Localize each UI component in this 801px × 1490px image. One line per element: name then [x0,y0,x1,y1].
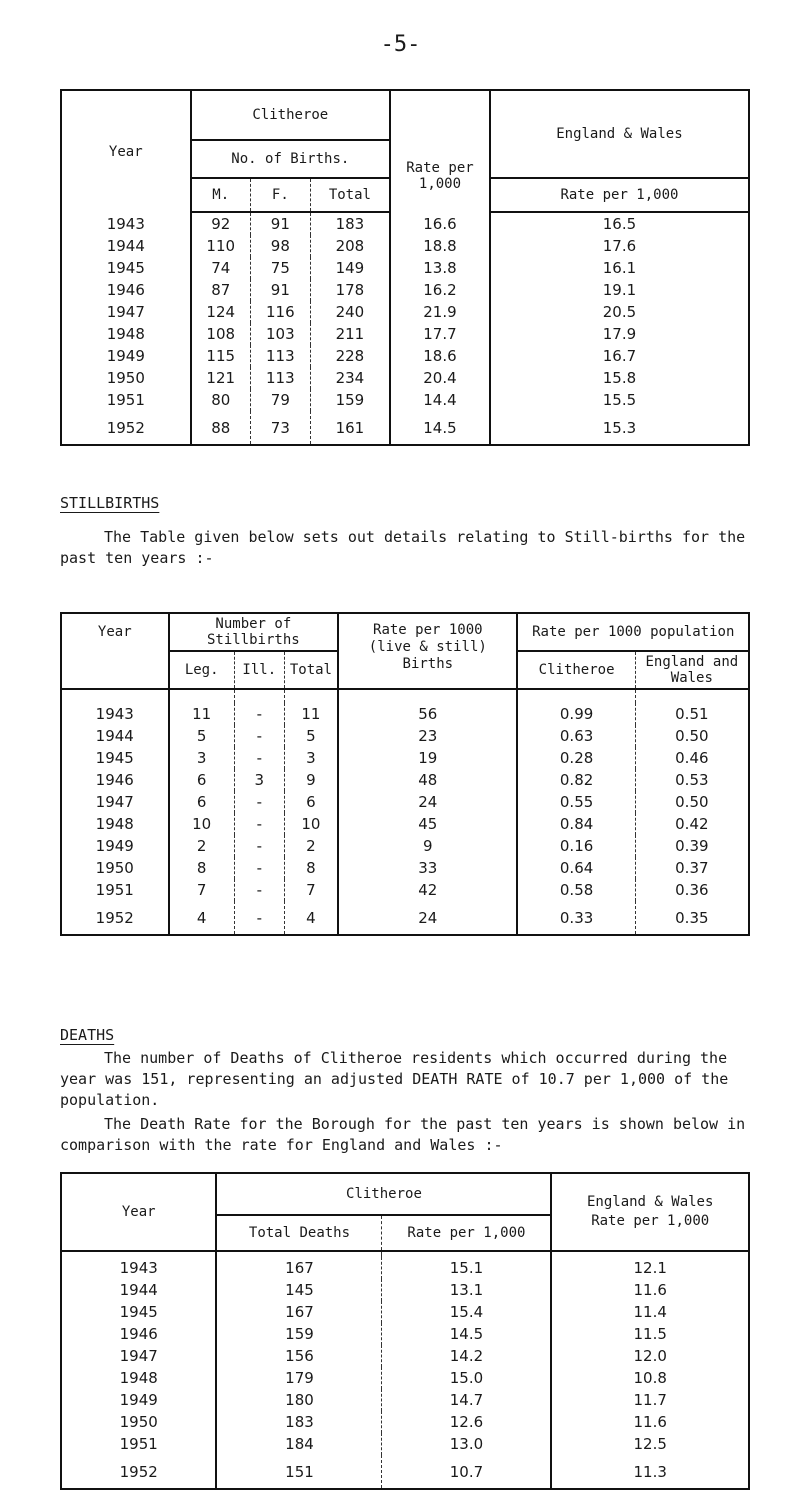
stillbirths-cell-year: 1949 [61,835,169,857]
births-cell-total: 159 [310,389,390,411]
stillbirths-cell-leg: 5 [196,727,207,745]
births-cell-ew: 16.1 [490,257,749,279]
stillbirths-cell-ill: - [234,747,284,769]
header-clitheroe: Clitheroe [191,90,391,140]
sb-header-england-wales: England and Wales [635,651,749,689]
stillbirths-cell-ew: 0.35 [635,901,749,935]
deaths-cell-rate: 15.0 [382,1367,551,1389]
sb-header-rate-pop: Rate per 1000 population [517,613,749,651]
stillbirths-cell-ill: - [234,725,284,747]
births-cell-f: 98 [250,235,310,257]
stillbirths-cell-leg: 7 [196,881,207,899]
stillbirths-cell-total: 11 [284,703,338,725]
deaths-cell-ew: 12.0 [551,1345,749,1367]
births-cell-f: 103 [250,323,310,345]
header-blank [390,90,490,140]
births-cell-year: 1943 [61,212,191,235]
births-cell-ew: 15.8 [490,367,749,389]
stillbirths-cell-ew: 0.42 [635,813,749,835]
births-cell-rate: 16.2 [390,279,490,301]
stillbirths-cell-ew: 0.50 [635,725,749,747]
stillbirths-row [61,857,749,879]
stillbirths-cell-rate: 45 [338,813,517,835]
stillbirths-cell-ew: 0.37 [635,857,749,879]
deaths-cell-deaths: 183 [285,1413,314,1431]
page-number: -5- [380,32,421,57]
births-cell-m: 108 [206,325,236,343]
births-cell-rate: 14.4 [390,389,490,411]
deaths-cell-rate: 13.0 [382,1433,551,1455]
deaths-cell-year: 1952 [61,1455,216,1489]
deaths-cell-deaths: 180 [285,1391,314,1409]
stillbirths-cell-leg: 2 [196,837,207,855]
stillbirths-cell-leg: 6 [196,793,207,811]
births-cell-year: 1949 [61,345,191,367]
sb-header-clitheroe: Clitheroe [517,651,635,689]
stillbirths-cell-rate: 56 [338,703,517,725]
stillbirths-cell-total: 5 [284,725,338,747]
deaths-cell-deaths: 167 [285,1303,314,1321]
header-no-births: No. of Births. [191,140,391,178]
stillbirths-row [61,835,749,857]
deaths-para-2: The Death Rate for the Borough for the past ten years is shown below in comparison with the rate for England and Wales :- [60,1115,746,1154]
deaths-cell-rate: 15.1 [382,1257,551,1279]
deaths-row [61,1257,749,1279]
sb-header-total: Total [284,651,338,689]
deaths-cell-ew: 11.3 [551,1455,749,1489]
deaths-cell-year: 1943 [61,1257,216,1279]
stillbirths-cell-year: 1946 [61,769,169,791]
deaths-cell-rate: 14.5 [382,1323,551,1345]
stillbirths-cell-ew: 0.39 [635,835,749,857]
stillbirths-cell-total: 3 [284,747,338,769]
births-cell-rate: 16.6 [390,212,490,235]
stillbirths-cell-ill: 3 [234,769,284,791]
deaths-cell-ew: 12.1 [551,1257,749,1279]
births-cell-year: 1950 [61,367,191,389]
header-year: Year [61,90,191,212]
deaths-cell-deaths: 184 [285,1435,314,1453]
deaths-row [61,1433,749,1455]
births-cell-ew: 16.5 [490,212,749,235]
stillbirths-cell-ew: 0.50 [635,791,749,813]
births-cell-total: 149 [310,257,390,279]
deaths-cell-rate: 15.4 [382,1301,551,1323]
stillbirths-cell-ill: - [234,813,284,835]
stillbirths-cell-total: 8 [284,857,338,879]
header-f: F. [250,178,310,212]
header-ew-rate: Rate per 1,000 [490,178,749,212]
stillbirths-cell-total: 6 [284,791,338,813]
births-cell-year: 1951 [61,389,191,411]
births-cell-year: 1944 [61,235,191,257]
stillbirths-row [61,813,749,835]
stillbirths-cell-ill: - [234,901,284,935]
stillbirths-cell-total: 7 [284,879,338,901]
d-header-total-deaths: Total Deaths [216,1215,381,1251]
stillbirths-cell-ill: - [234,791,284,813]
births-cell-total: 161 [310,411,390,445]
births-cell-m: 124 [206,303,236,321]
stillbirths-cell-total: 2 [284,835,338,857]
stillbirths-cell-ill: - [234,703,284,725]
births-row [61,279,749,301]
deaths-cell-ew: 11.4 [551,1301,749,1323]
births-cell-m: 121 [206,369,236,387]
births-cell-f: 113 [250,345,310,367]
births-cell-ew: 19.1 [490,279,749,301]
deaths-cell-deaths: 167 [285,1259,314,1277]
deaths-cell-ew: 10.8 [551,1367,749,1389]
deaths-row [61,1367,749,1389]
stillbirths-cell-year: 1944 [61,725,169,747]
births-row [61,235,749,257]
stillbirths-cell-leg: 3 [196,749,207,767]
births-cell-ew: 15.5 [490,389,749,411]
header-m: M. [191,178,251,212]
births-row [61,367,749,389]
births-cell-m: 87 [211,281,231,299]
stillbirths-cell-ill: - [234,879,284,901]
stillbirths-cell-clith: 0.58 [559,881,594,899]
stillbirths-cell-ew: 0.51 [635,703,749,725]
deaths-cell-year: 1944 [61,1279,216,1301]
births-cell-rate: 18.6 [390,345,490,367]
stillbirths-cell-rate: 33 [338,857,517,879]
births-cell-total: 211 [310,323,390,345]
deaths-cell-year: 1950 [61,1411,216,1433]
deaths-cell-year: 1945 [61,1301,216,1323]
births-cell-m: 110 [206,237,236,255]
header-total: Total [310,178,390,212]
stillbirths-cell-year: 1948 [61,813,169,835]
deaths-cell-rate: 13.1 [382,1279,551,1301]
deaths-row [61,1301,749,1323]
stillbirths-cell-ill: - [234,835,284,857]
header-england-wales: England & Wales [490,90,749,178]
stillbirths-cell-clith: 0.33 [517,901,635,935]
births-cell-total: 240 [310,301,390,323]
births-cell-ew: 17.9 [490,323,749,345]
births-row [61,301,749,323]
deaths-row [61,1323,749,1345]
births-cell-total: 183 [310,212,390,235]
stillbirths-cell-ill: - [234,857,284,879]
births-cell-m: 115 [206,347,236,365]
stillbirths-cell-total: 9 [284,769,338,791]
d-header-year: Year [61,1173,216,1251]
births-cell-f: 116 [250,301,310,323]
stillbirths-cell-clith: 0.63 [559,727,594,745]
deaths-cell-rate: 10.7 [382,1455,551,1489]
births-cell-year: 1952 [61,411,191,445]
stillbirths-cell-total: 10 [284,813,338,835]
sb-header-rate-births: Rate per 1000 (live & still) Births [338,613,517,689]
stillbirths-row [61,703,749,725]
stillbirths-cell-clith: 0.16 [559,837,594,855]
stillbirths-cell-leg: 8 [196,859,207,877]
births-cell-rate: 14.5 [390,411,490,445]
deaths-row [61,1411,749,1433]
births-cell-ew: 15.3 [490,411,749,445]
d-header-clitheroe: Clitheroe [216,1173,551,1215]
deaths-table [60,1172,750,1490]
d-header-england-wales: England & Wales Rate per 1,000 [551,1173,749,1251]
stillbirths-row [61,725,749,747]
deaths-heading: DEATHS [60,1026,115,1044]
deaths-cell-deaths: 159 [285,1325,314,1343]
sb-header-ill: Ill. [234,651,284,689]
births-cell-year: 1947 [61,301,191,323]
stillbirths-cell-clith: 0.82 [559,771,594,789]
deaths-cell-year: 1949 [61,1389,216,1411]
births-cell-ew: 17.6 [490,235,749,257]
deaths-cell-ew: 12.5 [551,1433,749,1455]
deaths-cell-year: 1951 [61,1433,216,1455]
stillbirths-cell-clith: 0.28 [559,749,594,767]
births-cell-total: 208 [310,235,390,257]
births-cell-f: 91 [250,279,310,301]
stillbirths-cell-rate: 19 [338,747,517,769]
stillbirths-intro: The Table given below sets out details relating to Still-births for the past ten years :- [60,528,746,567]
stillbirths-heading: STILLBIRTHS [60,494,160,512]
deaths-cell-ew: 11.5 [551,1323,749,1345]
stillbirths-cell-total: 4 [284,901,338,935]
stillbirths-cell-year: 1947 [61,791,169,813]
births-cell-m: 80 [211,391,231,409]
births-row [61,411,749,445]
births-row [61,257,749,279]
stillbirths-cell-rate: 48 [338,769,517,791]
stillbirths-cell-ew: 0.53 [635,769,749,791]
deaths-cell-year: 1946 [61,1323,216,1345]
births-cell-total: 228 [310,345,390,367]
deaths-cell-rate: 12.6 [382,1411,551,1433]
stillbirths-cell-clith: 0.99 [559,705,594,723]
births-cell-m: 92 [211,215,231,233]
deaths-cell-year: 1948 [61,1367,216,1389]
d-header-rate: Rate per 1,000 [382,1215,551,1251]
stillbirths-cell-year: 1943 [61,703,169,725]
births-cell-f: 113 [250,367,310,389]
stillbirths-cell-rate: 24 [338,901,517,935]
births-cell-rate: 17.7 [390,323,490,345]
births-cell-rate: 21.9 [390,301,490,323]
deaths-cell-deaths: 179 [285,1369,314,1387]
births-row [61,345,749,367]
deaths-cell-deaths: 145 [285,1281,314,1299]
stillbirths-row [61,901,749,935]
deaths-row [61,1345,749,1367]
births-row [61,323,749,345]
births-cell-f: 79 [250,389,310,411]
births-row [61,389,749,411]
births-cell-year: 1945 [61,257,191,279]
births-row [61,212,749,235]
births-cell-rate: 13.8 [390,257,490,279]
deaths-cell-year: 1947 [61,1345,216,1367]
deaths-cell-ew: 11.6 [551,1279,749,1301]
stillbirths-cell-leg: 4 [169,901,235,935]
deaths-cell-ew: 11.7 [551,1389,749,1411]
stillbirths-cell-ew: 0.36 [635,879,749,901]
births-cell-f: 73 [250,411,310,445]
stillbirths-cell-leg: 10 [192,815,212,833]
deaths-cell-rate: 14.2 [382,1345,551,1367]
stillbirths-row [61,769,749,791]
stillbirths-cell-rate: 9 [338,835,517,857]
stillbirths-cell-rate: 24 [338,791,517,813]
stillbirths-cell-leg: 6 [196,771,207,789]
deaths-row [61,1279,749,1301]
births-cell-year: 1946 [61,279,191,301]
births-table [60,89,750,446]
births-cell-ew: 20.5 [490,301,749,323]
deaths-cell-deaths: 156 [285,1347,314,1365]
births-cell-m: 74 [211,259,231,277]
births-cell-total: 234 [310,367,390,389]
births-cell-m: 88 [191,411,251,445]
deaths-row [61,1455,749,1489]
stillbirths-cell-year: 1951 [61,879,169,901]
stillbirths-cell-clith: 0.64 [559,859,594,877]
deaths-row [61,1389,749,1411]
stillbirths-cell-rate: 42 [338,879,517,901]
births-cell-rate: 18.8 [390,235,490,257]
stillbirths-cell-year: 1952 [61,901,169,935]
stillbirths-row [61,791,749,813]
header-rate: Rate per 1,000 [390,140,490,212]
stillbirths-row [61,879,749,901]
stillbirths-cell-rate: 23 [338,725,517,747]
births-cell-year: 1948 [61,323,191,345]
sb-header-number: Number of Stillbirths [169,613,339,651]
births-cell-f: 91 [250,212,310,235]
births-cell-ew: 16.7 [490,345,749,367]
stillbirths-cell-ew: 0.46 [635,747,749,769]
births-cell-total: 178 [310,279,390,301]
stillbirths-table [60,612,750,936]
stillbirths-cell-clith: 0.84 [559,815,594,833]
stillbirths-cell-year: 1950 [61,857,169,879]
stillbirths-cell-year: 1945 [61,747,169,769]
deaths-cell-rate: 14.7 [382,1389,551,1411]
deaths-para-1: The number of Deaths of Clitheroe residents which occurred during the year was 151, representing an adjusted DEATH RATE of 10.7 per 1,000 of the population. [60,1049,729,1109]
deaths-cell-deaths: 151 [216,1455,381,1489]
stillbirths-row [61,747,749,769]
births-cell-rate: 20.4 [390,367,490,389]
sb-header-leg: Leg. [169,651,235,689]
stillbirths-cell-clith: 0.55 [559,793,594,811]
sb-header-year: Year [61,613,169,689]
deaths-cell-ew: 11.6 [551,1411,749,1433]
stillbirths-cell-leg: 11 [192,705,212,723]
births-cell-f: 75 [250,257,310,279]
